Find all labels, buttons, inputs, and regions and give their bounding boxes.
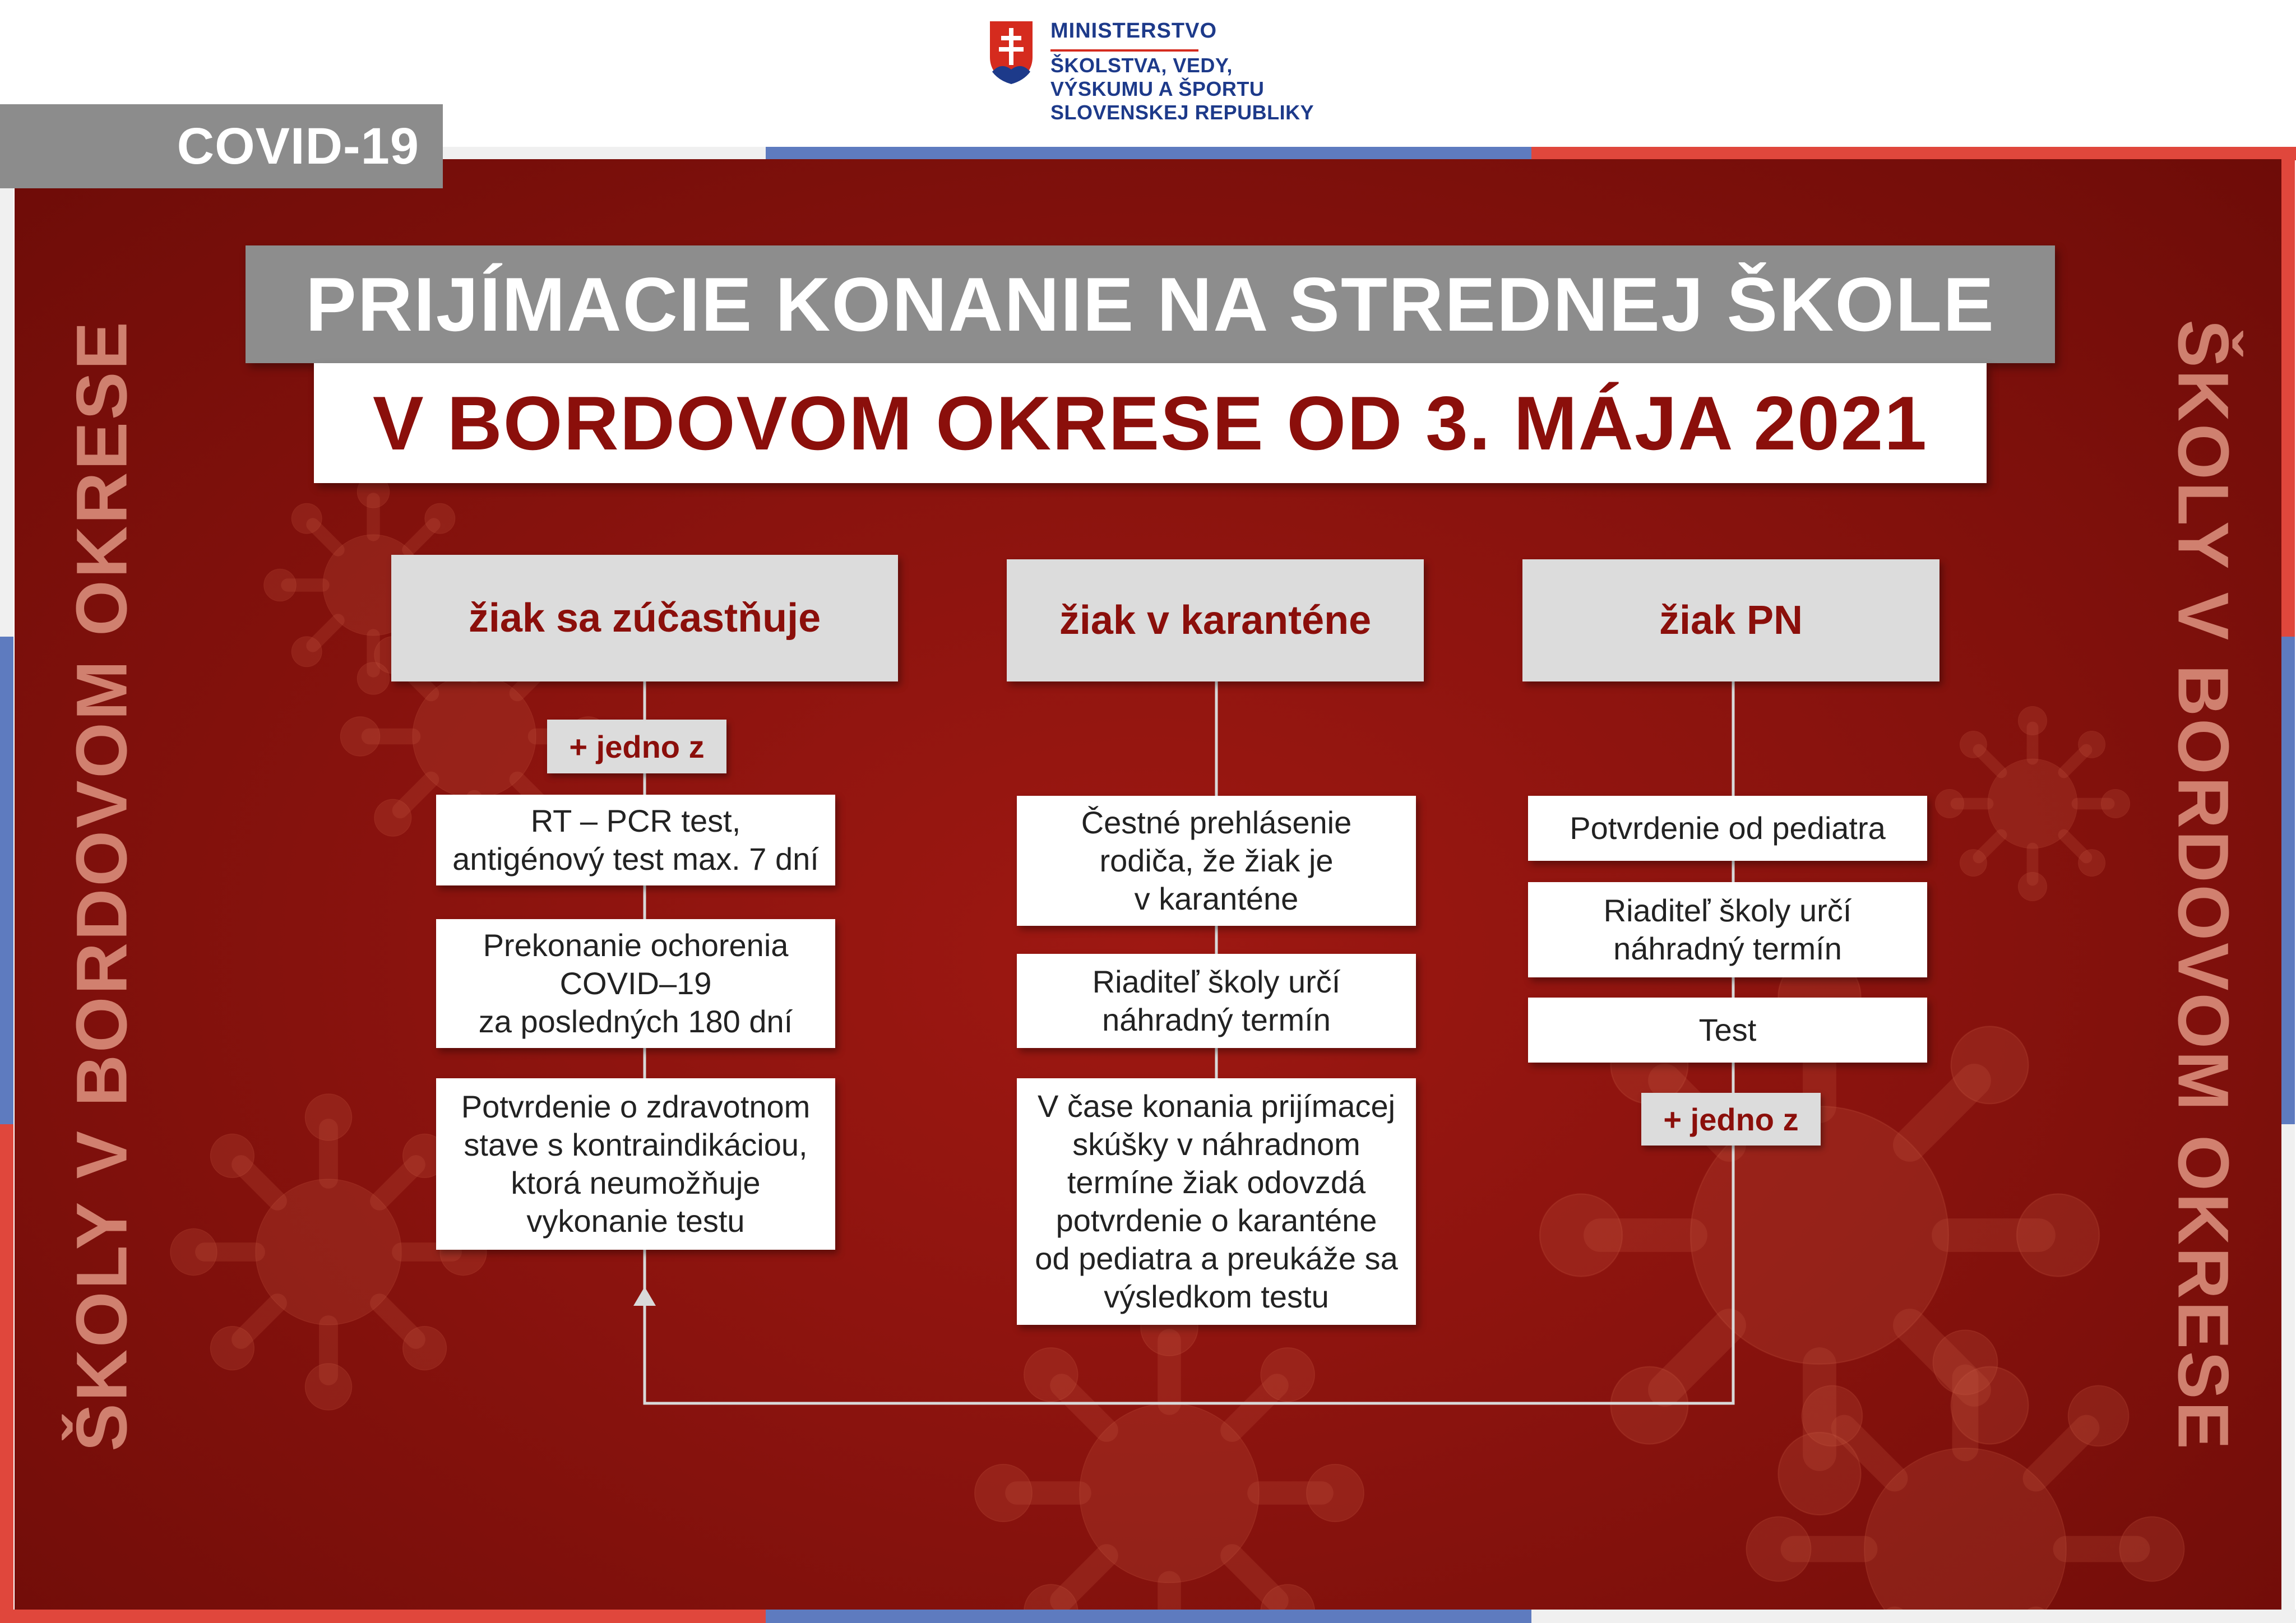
bottom-stripe-white	[1531, 1610, 2296, 1623]
ministry-subtitle	[1050, 54, 1314, 124]
ministry-line-2: VÝSKUMU A ŠPORTU	[1050, 77, 1265, 100]
right-stripe-blue	[2281, 637, 2295, 1124]
ministry-line-3: SLOVENSKEJ REPUBLIKY	[1050, 101, 1314, 124]
main-subtitle: V BORDOVOM OKRESE OD 3. MÁJA 2021	[314, 363, 1987, 483]
box-director-date-middle: Riaditeľ školy určí náhradný termín	[1017, 954, 1416, 1048]
box-director-date-right: Riaditeľ školy určí náhradný termín	[1528, 882, 1927, 977]
right-stripe-white	[2281, 1124, 2295, 1610]
ministry-rule	[1050, 49, 1198, 52]
top-stripe-red	[1531, 147, 2296, 160]
slovak-coat-of-arms-icon	[987, 18, 1036, 86]
side-text-right: ŠKOLY V BORDOVOM OKRESE	[2163, 319, 2243, 1452]
main-title: PRIJÍMACIE KONANIE NA STREDNEJ ŠKOLE	[246, 245, 2055, 363]
right-stripe-red	[2281, 160, 2295, 637]
left-stripe-blue	[0, 637, 13, 1124]
side-text-left: ŠKOLY V BORDOVOM OKRESE	[62, 319, 142, 1452]
covid-19-tab: COVID-19	[0, 104, 443, 188]
box-quarantine-proof: V čase konania prijímacej skúšky v náhradnom termíne žiak odovzdá potvrdenie o karanténe od pediatra a preukáže sa výsledkom testu	[1017, 1078, 1416, 1325]
ministry-title: MINISTERSTVO	[1050, 19, 1218, 43]
left-stripe-white	[0, 160, 13, 637]
left-stripe-red	[0, 1124, 13, 1610]
box-covid-recovery: Prekonanie ochorenia COVID–19 za posledných 180 dní	[436, 919, 835, 1048]
bottom-stripe-red	[0, 1610, 766, 1623]
tag-one-of-right: + jedno z	[1641, 1093, 1821, 1146]
header-student-participates: žiak sa zúčastňuje	[391, 555, 898, 681]
box-health-certificate: Potvrdenie o zdravotnom stave s kontraindikáciou, ktorá neumožňuje vykonanie testu	[436, 1078, 835, 1250]
bottom-stripe-blue	[766, 1610, 1531, 1623]
box-test: Test	[1528, 998, 1927, 1063]
header-student-sick-leave: žiak PN	[1522, 559, 1939, 681]
box-pcr-test: RT – PCR test, antigénový test max. 7 dní	[436, 795, 835, 885]
tag-one-of-left: + jedno z	[547, 720, 726, 773]
box-pediatrician-certificate: Potvrdenie od pediatra	[1528, 796, 1927, 861]
box-parent-declaration: Čestné prehlásenie rodiča, že žiak je v karanténe	[1017, 796, 1416, 926]
ministry-line-1: ŠKOLSTVA, VEDY,	[1050, 54, 1233, 77]
top-stripe-blue	[766, 147, 1531, 160]
header-student-quarantine: žiak v karanténe	[1007, 559, 1424, 681]
